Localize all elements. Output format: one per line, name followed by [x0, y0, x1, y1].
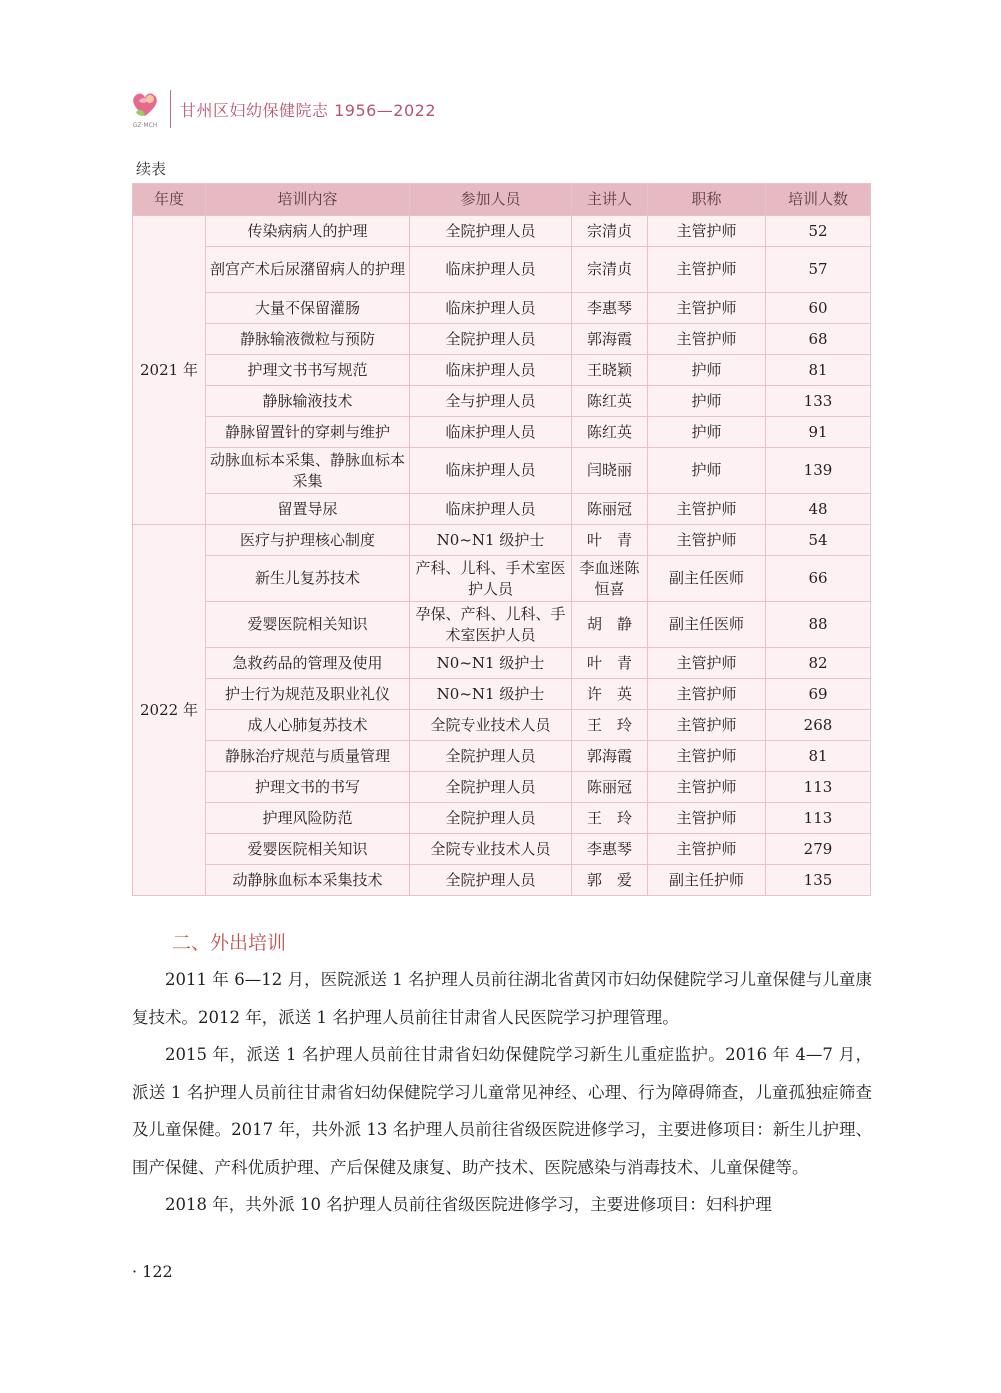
column-header-participants: 参加人员 [410, 184, 572, 216]
cell-content: 静脉治疗规范与质量管理 [206, 741, 410, 772]
table-row [133, 494, 871, 525]
cell-content: 动静脉血标本采集技术 [206, 865, 410, 896]
body-text [132, 961, 872, 1224]
cell-title: 副主任护师 [648, 865, 766, 896]
table-row [133, 602, 871, 648]
table-row [133, 293, 871, 324]
cell-content: 剖宫产术后尿潴留病人的护理 [206, 247, 410, 293]
cell-title: 主管护师 [648, 494, 766, 525]
continued-label: 续表 [136, 160, 167, 178]
table-body [133, 216, 871, 896]
column-header-speaker: 主讲人 [572, 184, 648, 216]
cell-count: 60 [766, 293, 871, 324]
table-row [133, 216, 871, 247]
cell-participants: N0~N1 级护士 [410, 525, 572, 556]
table-row [133, 741, 871, 772]
cell-content: 护理风险防范 [206, 803, 410, 834]
cell-count: 48 [766, 494, 871, 525]
table-row [133, 803, 871, 834]
cell-count: 268 [766, 710, 871, 741]
cell-title: 副主任医师 [648, 602, 766, 648]
cell-participants: 产科、儿科、手术室医护人员 [410, 556, 572, 602]
cell-speaker: 陈红英 [572, 417, 648, 448]
cell-content: 爱婴医院相关知识 [206, 602, 410, 648]
cell-count: 113 [766, 772, 871, 803]
table-row [133, 865, 871, 896]
section-title: 二、外出培训 [172, 932, 287, 954]
table-row [133, 355, 871, 386]
column-header-year: 年度 [133, 184, 206, 216]
cell-count: 135 [766, 865, 871, 896]
cell-content: 医疗与护理核心制度 [206, 525, 410, 556]
cell-title: 主管护师 [648, 741, 766, 772]
cell-participants: N0~N1 级护士 [410, 679, 572, 710]
cell-content: 爱婴医院相关知识 [206, 834, 410, 865]
cell-title: 主管护师 [648, 772, 766, 803]
cell-title: 护师 [648, 417, 766, 448]
cell-content: 静脉留置针的穿刺与维护 [206, 417, 410, 448]
cell-content: 传染病病人的护理 [206, 216, 410, 247]
table-row [133, 386, 871, 417]
cell-title: 主管护师 [648, 216, 766, 247]
page-header [128, 88, 436, 130]
cell-speaker: 王 玲 [572, 710, 648, 741]
cell-count: 54 [766, 525, 871, 556]
cell-title: 护师 [648, 355, 766, 386]
cell-content: 静脉输液微粒与预防 [206, 324, 410, 355]
column-header-title: 职称 [648, 184, 766, 216]
cell-title: 主管护师 [648, 710, 766, 741]
cell-count: 57 [766, 247, 871, 293]
cell-speaker: 胡 静 [572, 602, 648, 648]
cell-speaker: 闫晓丽 [572, 448, 648, 494]
cell-participants: 全院护理人员 [410, 324, 572, 355]
cell-participants: 临床护理人员 [410, 448, 572, 494]
cell-title: 主管护师 [648, 247, 766, 293]
cell-speaker: 郭海霞 [572, 324, 648, 355]
cell-participants: 临床护理人员 [410, 417, 572, 448]
cell-count: 52 [766, 216, 871, 247]
cell-content: 动脉血标本采集、静脉血标本采集 [206, 448, 410, 494]
cell-participants: 临床护理人员 [410, 247, 572, 293]
table-row [133, 679, 871, 710]
cell-year: 2022 年 [133, 525, 206, 896]
cell-content: 护理文书的书写 [206, 772, 410, 803]
table-row [133, 324, 871, 355]
cell-participants: 全院护理人员 [410, 216, 572, 247]
cell-speaker: 叶 青 [572, 648, 648, 679]
cell-content: 静脉输液技术 [206, 386, 410, 417]
cell-speaker: 许 英 [572, 679, 648, 710]
cell-participants: 全院专业技术人员 [410, 834, 572, 865]
table-row [133, 417, 871, 448]
cell-content: 大量不保留灌肠 [206, 293, 410, 324]
cell-participants: 临床护理人员 [410, 494, 572, 525]
column-header-content: 培训内容 [206, 184, 410, 216]
cell-speaker: 李惠琴 [572, 834, 648, 865]
page-number: · 122 [132, 1262, 173, 1281]
cell-title: 主管护师 [648, 834, 766, 865]
paragraph: 2011 年 6—12 月，医院派送 1 名护理人员前往湖北省黄冈市妇幼保健院学习儿童保健与儿童康复技术。2012 年，派送 1 名护理人员前往甘肃省人民医院学习护理管理。 [132, 970, 872, 1027]
cell-speaker: 王晓颖 [572, 355, 648, 386]
table-header-row [133, 184, 871, 216]
cell-participants: 临床护理人员 [410, 355, 572, 386]
header-divider [170, 90, 171, 128]
cell-content: 新生儿复苏技术 [206, 556, 410, 602]
cell-title: 主管护师 [648, 803, 766, 834]
cell-count: 81 [766, 355, 871, 386]
cell-title: 护师 [648, 386, 766, 417]
cell-speaker: 叶 青 [572, 525, 648, 556]
cell-title: 副主任医师 [648, 556, 766, 602]
cell-speaker: 郭 爱 [572, 865, 648, 896]
cell-participants: 全院护理人员 [410, 741, 572, 772]
cell-speaker: 陈丽冠 [572, 494, 648, 525]
training-table [132, 183, 871, 896]
cell-count: 66 [766, 556, 871, 602]
cell-title: 主管护师 [648, 324, 766, 355]
column-header-count: 培训人数 [766, 184, 871, 216]
cell-count: 82 [766, 648, 871, 679]
cell-count: 133 [766, 386, 871, 417]
table-row [133, 710, 871, 741]
cell-speaker: 陈红英 [572, 386, 648, 417]
cell-count: 139 [766, 448, 871, 494]
table-row [133, 834, 871, 865]
cell-speaker: 宗清贞 [572, 216, 648, 247]
cell-speaker: 李惠琴 [572, 293, 648, 324]
cell-participants: 临床护理人员 [410, 293, 572, 324]
table-row [133, 525, 871, 556]
cell-participants: 全院护理人员 [410, 865, 572, 896]
cell-participants: 全院专业技术人员 [410, 710, 572, 741]
cell-content: 成人心肺复苏技术 [206, 710, 410, 741]
cell-content: 留置导尿 [206, 494, 410, 525]
paragraph: 2018 年，共外派 10 名护理人员前往省级医院进修学习，主要进修项目：妇科护理 [165, 1195, 772, 1214]
table-row [133, 772, 871, 803]
cell-count: 113 [766, 803, 871, 834]
cell-speaker: 郭海霞 [572, 741, 648, 772]
cell-count: 68 [766, 324, 871, 355]
cell-content: 护理文书书写规范 [206, 355, 410, 386]
cell-title: 主管护师 [648, 525, 766, 556]
cell-count: 88 [766, 602, 871, 648]
cell-content: 护士行为规范及职业礼仪 [206, 679, 410, 710]
cell-title: 主管护师 [648, 648, 766, 679]
cell-speaker: 陈丽冠 [572, 772, 648, 803]
cell-speaker: 李血迷陈恒喜 [572, 556, 648, 602]
cell-title: 主管护师 [648, 679, 766, 710]
table-row [133, 448, 871, 494]
cell-title: 主管护师 [648, 293, 766, 324]
cell-participants: 孕保、产科、儿科、手术室医护人员 [410, 602, 572, 648]
cell-speaker: 王 玲 [572, 803, 648, 834]
table-row [133, 648, 871, 679]
cell-participants: N0~N1 级护士 [410, 648, 572, 679]
cell-participants: 全院护理人员 [410, 803, 572, 834]
cell-participants: 全与护理人员 [410, 386, 572, 417]
hospital-logo-icon [128, 88, 162, 130]
logo-text: GZ·MCH [132, 122, 158, 129]
table-row [133, 247, 871, 293]
cell-year: 2021 年 [133, 216, 206, 525]
paragraph: 2015 年，派送 1 名护理人员前往甘肃省妇幼保健院学习新生儿重症监护。2016 年 4—7 月，派送 1 名护理人员前往甘肃省妇幼保健院学习儿童常见神经、心理、行为障碍筛查，儿童孤独症筛查及儿童保健。2017 年，共外派 13 名护理人员前往省级医院进修学习，主要进修项目：新生儿护理、围产保健、产科优质护理、产后保健及康复、助产技术、医院感染与消毒技术、儿童保健等。 [132, 1045, 872, 1177]
cell-count: 81 [766, 741, 871, 772]
cell-count: 279 [766, 834, 871, 865]
table-row [133, 556, 871, 602]
cell-speaker: 宗清贞 [572, 247, 648, 293]
cell-title: 护师 [648, 448, 766, 494]
book-title: 甘州区妇幼保健院志 1956—2022 [180, 100, 437, 120]
cell-participants: 全院护理人员 [410, 772, 572, 803]
cell-count: 91 [766, 417, 871, 448]
cell-count: 69 [766, 679, 871, 710]
cell-content: 急救药品的管理及使用 [206, 648, 410, 679]
